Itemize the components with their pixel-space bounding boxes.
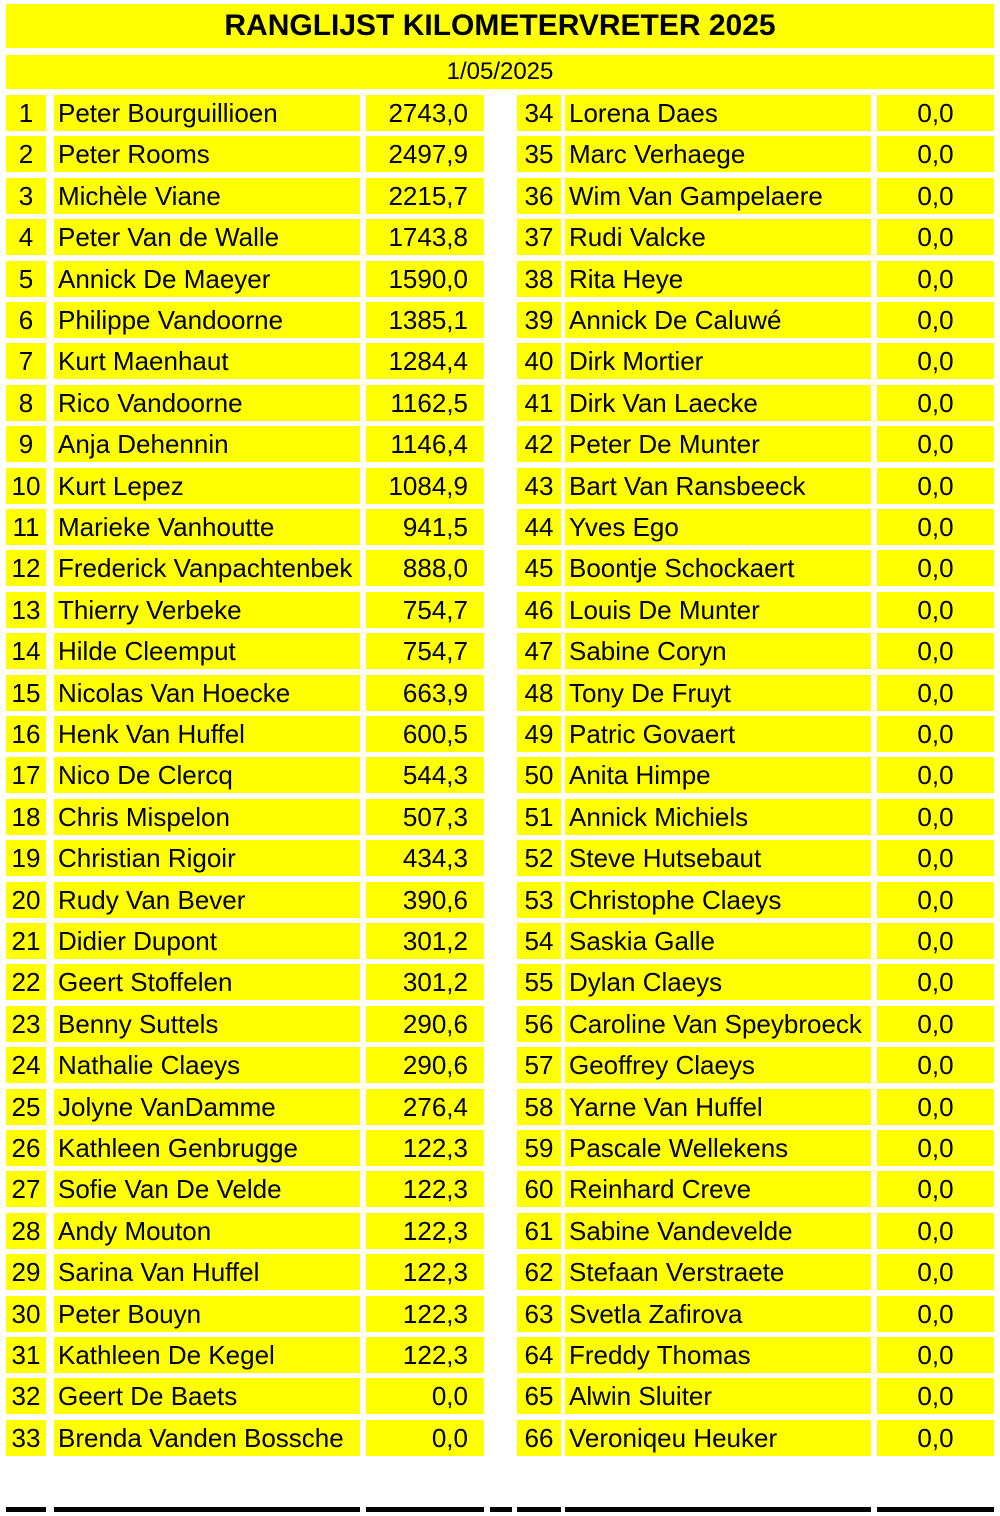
name-cell: Philippe Vandoorne — [54, 302, 360, 338]
name-cell: Yarne Van Huffel — [565, 1089, 871, 1125]
ranking-date: 1/05/2025 — [6, 55, 994, 89]
km-cell: 301,2 — [366, 964, 484, 1000]
name-cell: Geoffrey Claeys — [565, 1047, 871, 1083]
name-cell: Chris Mispelon — [54, 799, 360, 835]
rank-cell: 3 — [6, 178, 46, 214]
name-cell: Anja Dehennin — [54, 426, 360, 462]
km-cell: 122,3 — [366, 1130, 484, 1166]
name-cell: Peter De Munter — [565, 426, 871, 462]
table-row — [0, 1378, 1000, 1414]
rank-cell: 47 — [517, 633, 561, 669]
rank-cell: 62 — [517, 1254, 561, 1290]
name-cell: Rita Heye — [565, 261, 871, 297]
rank-cell: 51 — [517, 799, 561, 835]
km-cell: 507,3 — [366, 799, 484, 835]
name-cell: Marieke Vanhoutte — [54, 509, 360, 545]
table-row — [0, 592, 1000, 628]
name-cell: Christian Rigoir — [54, 840, 360, 876]
bottom-border — [565, 1507, 871, 1512]
name-cell: Didier Dupont — [54, 923, 360, 959]
km-cell: 663,9 — [366, 675, 484, 711]
rank-cell: 22 — [6, 964, 46, 1000]
rank-cell: 16 — [6, 716, 46, 752]
table-row — [0, 426, 1000, 462]
km-cell: 276,4 — [366, 1089, 484, 1125]
bottom-border — [490, 1507, 512, 1512]
km-cell: 0,0 — [877, 799, 994, 835]
name-cell: Caroline Van Speybroeck — [565, 1006, 871, 1042]
name-cell: Sarina Van Huffel — [54, 1254, 360, 1290]
km-cell: 0,0 — [877, 882, 994, 918]
table-row — [0, 1006, 1000, 1042]
km-cell: 122,3 — [366, 1337, 484, 1373]
table-row — [0, 1420, 1000, 1456]
name-cell: Freddy Thomas — [565, 1337, 871, 1373]
name-cell: Jolyne VanDamme — [54, 1089, 360, 1125]
name-cell: Kurt Maenhaut — [54, 343, 360, 379]
table-row — [0, 178, 1000, 214]
rank-cell: 19 — [6, 840, 46, 876]
km-cell: 0,0 — [877, 1296, 994, 1332]
name-cell: Rico Vandoorne — [54, 385, 360, 421]
name-cell: Frederick Vanpachtenbek — [54, 550, 360, 586]
bottom-border — [6, 1507, 46, 1512]
name-cell: Stefaan Verstraete — [565, 1254, 871, 1290]
km-cell: 1743,8 — [366, 219, 484, 255]
km-cell: 0,0 — [877, 385, 994, 421]
km-cell: 0,0 — [877, 509, 994, 545]
km-cell: 0,0 — [877, 1213, 994, 1249]
name-cell: Dirk Mortier — [565, 343, 871, 379]
name-cell: Rudy Van Bever — [54, 882, 360, 918]
km-cell: 0,0 — [877, 633, 994, 669]
km-cell: 0,0 — [366, 1420, 484, 1456]
rank-cell: 8 — [6, 385, 46, 421]
table-row — [0, 757, 1000, 793]
name-cell: Andy Mouton — [54, 1213, 360, 1249]
table-row — [0, 1089, 1000, 1125]
km-cell: 0,0 — [877, 426, 994, 462]
km-cell: 0,0 — [877, 675, 994, 711]
table-row — [0, 1171, 1000, 1207]
rank-cell: 44 — [517, 509, 561, 545]
rank-cell: 11 — [6, 509, 46, 545]
km-cell: 754,7 — [366, 633, 484, 669]
km-cell: 0,0 — [366, 1378, 484, 1414]
name-cell: Annick De Caluwé — [565, 302, 871, 338]
rank-cell: 38 — [517, 261, 561, 297]
rank-cell: 49 — [517, 716, 561, 752]
name-cell: Sabine Coryn — [565, 633, 871, 669]
name-cell: Annick De Maeyer — [54, 261, 360, 297]
name-cell: Svetla Zafirova — [565, 1296, 871, 1332]
rank-cell: 25 — [6, 1089, 46, 1125]
rank-cell: 41 — [517, 385, 561, 421]
rank-cell: 55 — [517, 964, 561, 1000]
bottom-border — [54, 1507, 360, 1512]
page-title: RANGLIJST KILOMETERVRETER 2025 — [6, 4, 994, 48]
km-cell: 1284,4 — [366, 343, 484, 379]
name-cell: Brenda Vanden Bossche — [54, 1420, 360, 1456]
km-cell: 0,0 — [877, 219, 994, 255]
rank-cell: 10 — [6, 468, 46, 504]
km-cell: 2215,7 — [366, 178, 484, 214]
name-cell: Kurt Lepez — [54, 468, 360, 504]
name-cell: Saskia Galle — [565, 923, 871, 959]
km-cell: 122,3 — [366, 1171, 484, 1207]
name-cell: Peter Rooms — [54, 136, 360, 172]
table-row — [0, 261, 1000, 297]
rank-cell: 46 — [517, 592, 561, 628]
rank-cell: 61 — [517, 1213, 561, 1249]
rank-cell: 30 — [6, 1296, 46, 1332]
rank-cell: 53 — [517, 882, 561, 918]
rank-cell: 26 — [6, 1130, 46, 1166]
km-cell: 0,0 — [877, 1089, 994, 1125]
name-cell: Patric Govaert — [565, 716, 871, 752]
rank-cell: 58 — [517, 1089, 561, 1125]
rank-cell: 1 — [6, 95, 46, 131]
km-cell: 1084,9 — [366, 468, 484, 504]
km-cell: 0,0 — [877, 757, 994, 793]
rank-cell: 9 — [6, 426, 46, 462]
rank-cell: 13 — [6, 592, 46, 628]
km-cell: 0,0 — [877, 136, 994, 172]
table-row — [0, 1254, 1000, 1290]
table-row — [0, 1130, 1000, 1166]
km-cell: 122,3 — [366, 1254, 484, 1290]
rank-cell: 35 — [517, 136, 561, 172]
km-cell: 0,0 — [877, 1254, 994, 1290]
table-row — [0, 882, 1000, 918]
rank-cell: 57 — [517, 1047, 561, 1083]
rank-cell: 2 — [6, 136, 46, 172]
rank-cell: 18 — [6, 799, 46, 835]
km-cell: 1162,5 — [366, 385, 484, 421]
table-row — [0, 1047, 1000, 1083]
bottom-border — [877, 1507, 994, 1512]
name-cell: Boontje Schockaert — [565, 550, 871, 586]
rank-cell: 65 — [517, 1378, 561, 1414]
name-cell: Sabine Vandevelde — [565, 1213, 871, 1249]
rank-cell: 37 — [517, 219, 561, 255]
table-row — [0, 509, 1000, 545]
name-cell: Henk Van Huffel — [54, 716, 360, 752]
km-cell: 390,6 — [366, 882, 484, 918]
name-cell: Pascale Wellekens — [565, 1130, 871, 1166]
table-row — [0, 964, 1000, 1000]
rank-cell: 32 — [6, 1378, 46, 1414]
km-cell: 434,3 — [366, 840, 484, 876]
name-cell: Yves Ego — [565, 509, 871, 545]
km-cell: 0,0 — [877, 302, 994, 338]
km-cell: 0,0 — [877, 1337, 994, 1373]
km-cell: 0,0 — [877, 1130, 994, 1166]
km-cell: 0,0 — [877, 1047, 994, 1083]
km-cell: 301,2 — [366, 923, 484, 959]
name-cell: Lorena Daes — [565, 95, 871, 131]
name-cell: Rudi Valcke — [565, 219, 871, 255]
bottom-border — [366, 1507, 484, 1512]
km-cell: 941,5 — [366, 509, 484, 545]
km-cell: 888,0 — [366, 550, 484, 586]
rank-cell: 64 — [517, 1337, 561, 1373]
km-cell: 0,0 — [877, 343, 994, 379]
rank-cell: 39 — [517, 302, 561, 338]
name-cell: Dylan Claeys — [565, 964, 871, 1000]
km-cell: 600,5 — [366, 716, 484, 752]
km-cell: 0,0 — [877, 964, 994, 1000]
km-cell: 0,0 — [877, 178, 994, 214]
km-cell: 0,0 — [877, 261, 994, 297]
rank-cell: 33 — [6, 1420, 46, 1456]
name-cell: Sofie Van De Velde — [54, 1171, 360, 1207]
rank-cell: 34 — [517, 95, 561, 131]
km-cell: 2497,9 — [366, 136, 484, 172]
name-cell: Veroniqeu Heuker — [565, 1420, 871, 1456]
table-row — [0, 1296, 1000, 1332]
name-cell: Annick Michiels — [565, 799, 871, 835]
rank-cell: 20 — [6, 882, 46, 918]
table-row — [0, 219, 1000, 255]
name-cell: Peter Van de Walle — [54, 219, 360, 255]
km-cell: 0,0 — [877, 1006, 994, 1042]
rank-cell: 17 — [6, 757, 46, 793]
rank-cell: 28 — [6, 1213, 46, 1249]
rank-cell: 31 — [6, 1337, 46, 1373]
table-row — [0, 343, 1000, 379]
rank-cell: 48 — [517, 675, 561, 711]
table-row — [0, 1337, 1000, 1373]
km-cell: 0,0 — [877, 592, 994, 628]
rank-cell: 43 — [517, 468, 561, 504]
km-cell: 1385,1 — [366, 302, 484, 338]
rank-cell: 45 — [517, 550, 561, 586]
name-cell: Geert Stoffelen — [54, 964, 360, 1000]
rank-cell: 56 — [517, 1006, 561, 1042]
name-cell: Hilde Cleemput — [54, 633, 360, 669]
name-cell: Alwin Sluiter — [565, 1378, 871, 1414]
table-row — [0, 136, 1000, 172]
rank-cell: 23 — [6, 1006, 46, 1042]
km-cell: 2743,0 — [366, 95, 484, 131]
table-row — [0, 799, 1000, 835]
name-cell: Peter Bouyn — [54, 1296, 360, 1332]
name-cell: Steve Hutsebaut — [565, 840, 871, 876]
km-cell: 0,0 — [877, 923, 994, 959]
table-row — [0, 716, 1000, 752]
rank-cell: 15 — [6, 675, 46, 711]
table-row — [0, 633, 1000, 669]
table-row — [0, 550, 1000, 586]
km-cell: 0,0 — [877, 716, 994, 752]
rank-cell: 40 — [517, 343, 561, 379]
table-row — [0, 468, 1000, 504]
km-cell: 290,6 — [366, 1047, 484, 1083]
table-row — [0, 302, 1000, 338]
bottom-border — [517, 1507, 561, 1512]
name-cell: Nathalie Claeys — [54, 1047, 360, 1083]
rank-cell: 29 — [6, 1254, 46, 1290]
name-cell: Nico De Clercq — [54, 757, 360, 793]
name-cell: Geert De Baets — [54, 1378, 360, 1414]
km-cell: 1590,0 — [366, 261, 484, 297]
name-cell: Christophe Claeys — [565, 882, 871, 918]
rank-cell: 36 — [517, 178, 561, 214]
km-cell: 0,0 — [877, 1171, 994, 1207]
name-cell: Wim Van Gampelaere — [565, 178, 871, 214]
name-cell: Michèle Viane — [54, 178, 360, 214]
name-cell: Louis De Munter — [565, 592, 871, 628]
rank-cell: 14 — [6, 633, 46, 669]
rank-cell: 42 — [517, 426, 561, 462]
table-row — [0, 1213, 1000, 1249]
km-cell: 122,3 — [366, 1296, 484, 1332]
km-cell: 1146,4 — [366, 426, 484, 462]
name-cell: Nicolas Van Hoecke — [54, 675, 360, 711]
rank-cell: 21 — [6, 923, 46, 959]
rank-cell: 52 — [517, 840, 561, 876]
name-cell: Reinhard Creve — [565, 1171, 871, 1207]
name-cell: Dirk Van Laecke — [565, 385, 871, 421]
name-cell: Kathleen De Kegel — [54, 1337, 360, 1373]
name-cell: Peter Bourguillioen — [54, 95, 360, 131]
name-cell: Kathleen Genbrugge — [54, 1130, 360, 1166]
rank-cell: 4 — [6, 219, 46, 255]
km-cell: 122,3 — [366, 1213, 484, 1249]
rank-cell: 63 — [517, 1296, 561, 1332]
km-cell: 0,0 — [877, 95, 994, 131]
km-cell: 290,6 — [366, 1006, 484, 1042]
name-cell: Bart Van Ransbeeck — [565, 468, 871, 504]
rank-cell: 50 — [517, 757, 561, 793]
km-cell: 0,0 — [877, 1420, 994, 1456]
table-row — [0, 675, 1000, 711]
rank-cell: 66 — [517, 1420, 561, 1456]
table-row — [0, 840, 1000, 876]
name-cell: Anita Himpe — [565, 757, 871, 793]
table-row — [0, 95, 1000, 131]
rank-cell: 7 — [6, 343, 46, 379]
name-cell: Thierry Verbeke — [54, 592, 360, 628]
rank-cell: 60 — [517, 1171, 561, 1207]
km-cell: 0,0 — [877, 840, 994, 876]
rank-cell: 27 — [6, 1171, 46, 1207]
rank-cell: 5 — [6, 261, 46, 297]
name-cell: Tony De Fruyt — [565, 675, 871, 711]
rank-cell: 59 — [517, 1130, 561, 1166]
km-cell: 0,0 — [877, 550, 994, 586]
table-row — [0, 923, 1000, 959]
name-cell: Marc Verhaege — [565, 136, 871, 172]
rank-cell: 6 — [6, 302, 46, 338]
km-cell: 0,0 — [877, 1378, 994, 1414]
km-cell: 0,0 — [877, 468, 994, 504]
rank-cell: 24 — [6, 1047, 46, 1083]
rank-cell: 54 — [517, 923, 561, 959]
name-cell: Benny Suttels — [54, 1006, 360, 1042]
km-cell: 754,7 — [366, 592, 484, 628]
km-cell: 544,3 — [366, 757, 484, 793]
rank-cell: 12 — [6, 550, 46, 586]
table-row — [0, 385, 1000, 421]
